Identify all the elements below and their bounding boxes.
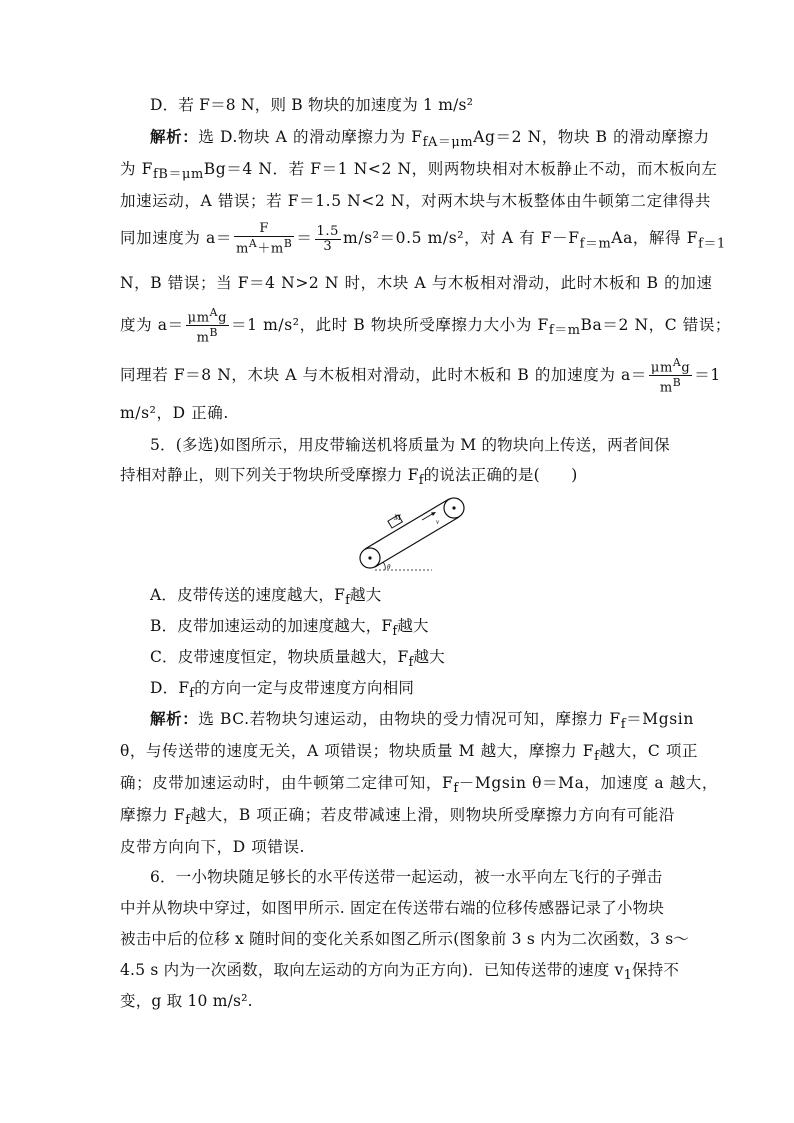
text-run: 的说法正确的是( ) — [423, 466, 578, 484]
text-run: 同加速度为 a＝ — [120, 229, 232, 248]
text-run: fA＝μm — [422, 135, 474, 151]
q6-line-4 — [120, 959, 680, 987]
text-run: 皮带方向向下，D 项错误. — [120, 838, 306, 856]
text-run: －Mgsin θ＝Ma，加速度 a 越大， — [458, 774, 719, 792]
text-run: μm — [650, 360, 673, 376]
text-run: 度为 a＝ — [120, 315, 184, 334]
q5-analysis-line-3 — [120, 772, 719, 800]
text-run: A — [672, 356, 682, 369]
q4-analysis-line-7 — [120, 356, 721, 396]
text-run: 加速运动，A 错误；若 F＝1.5 N<2 N，对两木块与木板整体由牛顿第二定律得共 — [120, 192, 711, 210]
text-run: f — [408, 655, 414, 671]
text-run: m — [196, 330, 210, 346]
text-run: 1.5 — [316, 223, 340, 239]
text-run: f — [189, 686, 195, 702]
q5-stem-line-1 — [150, 434, 710, 456]
analysis-label: 解析： — [150, 709, 199, 728]
text-run: m/s²，D 正确. — [120, 404, 229, 422]
q4-analysis-line-4 — [120, 221, 726, 257]
text-run: m — [235, 241, 249, 257]
text-run: 的方向一定与皮带速度方向相同 — [194, 679, 415, 697]
text-run: 中并从物块中穿过，如图甲所示. 固定在传送带右端的位移传感器记录了小物块 — [120, 899, 665, 917]
text-run: ＋m — [257, 241, 284, 257]
text-run: μm — [187, 310, 210, 326]
q5-analysis-line-2 — [120, 740, 699, 768]
text-run: 越大，B 项正确；若皮带减速上滑，则物块所受摩擦力方向有可能沿 — [190, 806, 675, 824]
text-run: 越大，C 项正 — [599, 742, 699, 760]
text-run: 越大 — [350, 586, 382, 604]
text-run: m — [659, 380, 673, 396]
text-run: A — [248, 237, 258, 250]
text-run — [234, 237, 294, 256]
fraction-4 — [649, 356, 692, 396]
q4-analysis-line-5 — [120, 272, 713, 294]
conveyor-belt-figure — [352, 490, 472, 580]
text-run: 为 F — [120, 160, 153, 178]
text-run — [186, 306, 229, 326]
text-run: ＝Mgsin — [626, 710, 694, 728]
text-run: 被击中后的位移 x 随时间的变化关系如图乙所示(图象前 3 s 内为二次函数，3 s～ — [120, 930, 690, 948]
top-roller-axle — [452, 506, 455, 509]
text-run: ＝1 m/s²，此时 B 物块所受摩擦力大小为 F — [231, 315, 549, 334]
text-run: θ，与传送带的速度无关，A 项错误；物块质量 M 越大，摩擦力 F — [120, 742, 595, 760]
q4-option-d-text: D．若 F＝8 N，则 B 物块的加速度为 1 m/s² — [150, 96, 474, 114]
text-run: 同理若 F＝8 N，木块 A 与木板相对滑动，此时木板和 B 的加速度为 a＝ — [120, 365, 647, 384]
text-run: f — [185, 813, 191, 829]
text-run: Ag＝2 N，物块 B 的滑动摩擦力 — [473, 128, 710, 146]
text-run: g — [681, 360, 691, 376]
label-v: v — [436, 518, 440, 526]
q5-stem-line-2 — [120, 464, 680, 492]
text-run: B — [672, 376, 682, 390]
text-run: B — [283, 237, 293, 250]
text-run: fB＝μm — [152, 167, 204, 183]
text-run: f — [418, 473, 424, 489]
fraction-1 — [234, 222, 294, 256]
text-run: 越大 — [397, 617, 429, 635]
q5-option-d — [150, 677, 710, 705]
text-run: 6．一小物块随足够长的水平传送带一起运动，被一水平向左飞行的子弹击 — [150, 868, 663, 886]
text-run: B — [209, 326, 219, 340]
text-run: f — [453, 781, 459, 797]
q5-option-a — [150, 584, 710, 612]
text-run: 越大 — [413, 648, 445, 666]
text-run: ＝1 — [694, 365, 721, 384]
q4-analysis-line-3 — [120, 190, 711, 212]
text-run: 摩擦力 F — [120, 806, 186, 824]
text-run: 5．(多选)如图所示，用皮带输送机将质量为 M 的物块向上传送，两者间保 — [150, 436, 670, 454]
q4-analysis-line-2 — [120, 158, 718, 186]
text-run: Ba＝2 N，C 错误； — [580, 315, 732, 334]
q4-analysis-line-6 — [120, 306, 732, 346]
q5-option-c — [150, 646, 710, 674]
text-run: ＝ — [296, 229, 313, 248]
angle-arc — [383, 562, 385, 570]
text-run — [649, 376, 692, 395]
q5-analysis-line-4 — [120, 804, 680, 832]
q5-analysis-line-1 — [150, 708, 710, 736]
q6-line-3 — [120, 928, 690, 950]
belt-bottom — [375, 517, 459, 567]
bottom-roller-axle — [368, 556, 371, 559]
text-run: m/s²＝0.5 m/s²，对 A 有 F－F — [343, 229, 580, 248]
fraction-3 — [186, 306, 229, 346]
text-run: C．皮带速度恒定，物块质量越大，F — [150, 648, 409, 666]
text-run: Bg＝4 N．若 F＝1 N<2 N，则两物块相对木板静止不动，而木板向左 — [203, 160, 718, 178]
text-run — [186, 326, 229, 345]
text-run: A — [209, 306, 219, 319]
q4-analysis-line-1 — [150, 126, 710, 154]
q6-line-2 — [120, 897, 680, 919]
q6-line-5 — [120, 990, 680, 1012]
text-run: 持相对静止，则下列关于物块所受摩擦力 F — [120, 466, 419, 484]
text-run: 1 — [623, 968, 633, 984]
label-theta: θ — [387, 563, 391, 571]
text-run: f＝m — [548, 322, 581, 338]
text-run: A．皮带传送的速度越大，F — [150, 586, 346, 604]
text-run: f — [392, 624, 398, 640]
label-m: M — [394, 513, 401, 522]
q5-analysis-line-5 — [120, 836, 680, 858]
text-run: f — [620, 717, 627, 733]
text-run: 确；皮带加速运动时，由牛顿第二定律可知，F — [120, 774, 454, 792]
q6-line-1 — [150, 866, 710, 888]
text-run: 3 — [323, 238, 333, 254]
text-run: 保持不 — [632, 961, 680, 979]
text-run: f — [345, 593, 351, 609]
q4-option-d — [150, 94, 710, 116]
text-run: 4.5 s 内为一次函数，取向左运动的方向为正方向)．已知传送带的速度 v — [120, 961, 624, 979]
text-run: f — [594, 749, 600, 765]
text-run: Aa，解得 F — [611, 229, 699, 248]
text-run: f＝m — [579, 236, 612, 252]
fraction-2 — [315, 225, 341, 254]
text-run: 选 D.物块 A 的滑动摩擦力为 F — [198, 128, 423, 146]
q5-option-b — [150, 615, 710, 643]
text-run: g — [218, 310, 227, 326]
text-run: 选 BC.若物块匀速运动，由物块的受力情况可知，摩擦力 F — [198, 710, 621, 728]
text-run: 变，g 取 10 m/s². — [120, 992, 253, 1010]
text-run: f＝1 — [698, 236, 726, 252]
text-run: D．F — [150, 679, 190, 697]
analysis-label: 解析： — [150, 127, 199, 146]
q4-analysis-line-8 — [120, 402, 680, 424]
text-run: F — [234, 222, 294, 237]
text-run — [649, 356, 692, 376]
text-run: B．皮带加速运动的加速度越大，F — [150, 617, 393, 635]
text-run: N，B 错误；当 F＝4 N>2 N 时，木块 A 与木板相对滑动，此时木板和 B 的加速 — [120, 274, 713, 292]
